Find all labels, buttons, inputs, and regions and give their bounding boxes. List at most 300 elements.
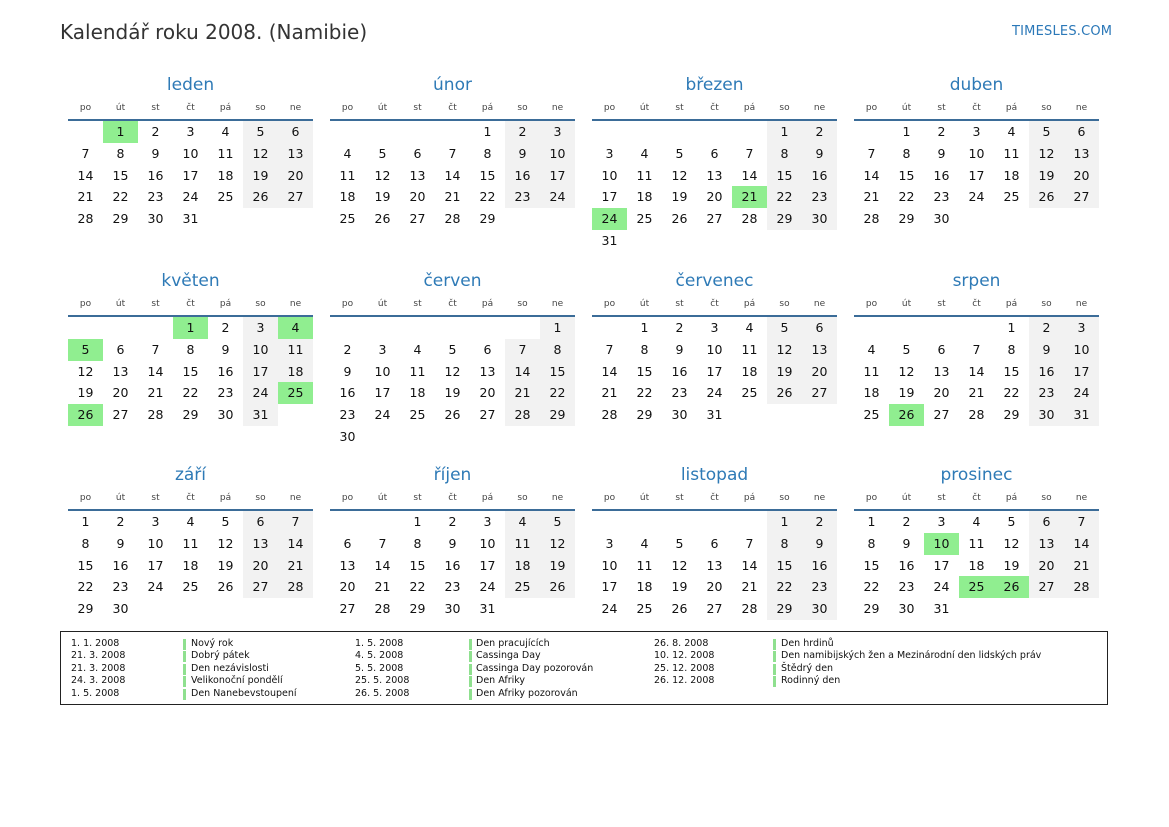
day-cell: 15 [636,363,653,379]
legend-row [654,638,1094,650]
weekday-label: st [413,103,422,113]
day-cell: 20 [339,579,356,595]
day-cell: 13 [706,167,723,183]
day-cell: 10 [601,167,618,183]
holiday-date: 21. 3. 2008 [71,650,126,662]
day-cell: 26 [671,211,688,227]
weekday-label: pá [1005,103,1018,113]
day-cell: 7 [605,341,614,357]
day-cell: 10 [479,535,496,551]
day-cell: 26 [1029,186,1064,208]
weekday-label: pá [219,493,232,503]
day-cell: 29 [898,211,915,227]
weekday-label: so [779,299,790,309]
day-cell: 13 [933,363,950,379]
day-cell: 15 [77,557,94,573]
day-cell: 10 [374,363,391,379]
weekday-label: čt [186,493,195,503]
day-cell: 1 [413,514,422,529]
holiday-name: Rodinný den [781,675,841,687]
weekday-label: čt [972,103,981,113]
day-cell: 22 [767,576,802,598]
day-cell: 15 [767,165,802,187]
day-cell: 5 [675,535,684,551]
day-cell: 11 [1003,145,1020,161]
day-cell: 27 [112,407,129,423]
holiday-day-cell: 1 [173,317,208,339]
day-cell: 12 [77,363,94,379]
day-cell: 27 [243,576,278,598]
holiday-marker [469,676,472,687]
day-cell: 1 [767,121,802,143]
weekday-label: po [79,103,92,113]
day-cell: 19 [1029,165,1064,187]
holiday-legend [60,631,1108,705]
weekday-label: st [151,493,160,503]
weekday-label: út [115,299,126,309]
weekday-label: pá [743,299,756,309]
day-cell: 5 [378,145,387,161]
day-cell: 12 [671,167,688,183]
day-cell: 3 [972,124,981,139]
weekday-label: po [341,493,354,503]
day-cell: 17 [182,167,199,183]
holiday-day-cell: 26 [68,404,103,426]
site-link[interactable]: TIMESLES.COM [1012,24,1113,39]
holiday-marker [773,639,776,650]
day-cell: 29 [77,601,94,617]
day-cell: 24 [147,579,164,595]
weekday-label: pá [481,103,494,113]
day-cell: 1 [640,320,649,335]
day-cell: 18 [741,363,758,379]
holiday-date: 25. 5. 2008 [355,675,410,687]
day-cell: 7 [1064,511,1099,533]
day-cell: 22 [767,186,802,208]
day-cell: 22 [1003,385,1020,401]
day-cell: 30 [1029,404,1064,426]
day-cell: 2 [505,121,540,143]
day-cell: 6 [710,145,719,161]
day-cell: 15 [112,167,129,183]
holiday-day-cell: 4 [278,317,313,339]
day-cell: 12 [767,339,802,361]
day-cell: 7 [151,341,160,357]
weekday-label: ne [289,493,302,503]
day-cell: 7 [81,145,90,161]
holiday-date: 1. 5. 2008 [355,638,404,649]
day-cell: 6 [483,341,492,357]
day-cell: 21 [147,385,164,401]
day-cell: 5 [243,121,278,143]
day-cell: 23 [1029,382,1064,404]
weekday-label: út [377,493,388,503]
day-cell: 23 [898,579,915,595]
weekday-label: po [341,103,354,113]
weekday-label: pá [219,103,232,113]
day-cell: 8 [540,339,575,361]
day-cell: 19 [217,557,234,573]
day-cell: 30 [444,601,461,617]
legend-column [654,638,1094,688]
holiday-marker [183,689,186,700]
day-cell: 25 [505,576,540,598]
day-cell: 21 [601,385,618,401]
weekday-label: so [255,103,266,113]
day-cell: 28 [741,211,758,227]
day-cell: 2 [937,124,946,139]
day-cell: 25 [741,385,758,401]
month-name: září [174,465,207,485]
weekday-label: po [603,299,616,309]
day-cell: 1 [1007,320,1016,335]
holiday-name: Den Afriky [476,675,526,687]
day-cell: 14 [278,533,313,555]
day-cell: 31 [1064,404,1099,426]
weekday-label: út [639,299,650,309]
day-cell: 10 [1064,339,1099,361]
day-cell: 25 [1003,189,1020,205]
day-cell: 4 [343,145,352,161]
holiday-name: Dobrý pátek [191,650,250,662]
day-cell: 13 [409,167,426,183]
day-cell: 7 [378,535,387,551]
day-cell: 5 [1029,121,1064,143]
day-cell: 6 [802,317,837,339]
day-cell: 24 [968,189,985,205]
day-cell: 19 [77,385,94,401]
day-cell: 10 [601,557,618,573]
day-cell: 6 [413,145,422,161]
day-cell: 13 [243,533,278,555]
day-cell: 31 [182,211,199,227]
day-cell: 22 [112,189,129,205]
day-cell: 8 [483,145,492,161]
day-cell: 19 [1003,557,1020,573]
day-cell: 13 [1064,143,1099,165]
day-cell: 29 [182,407,199,423]
day-cell: 30 [802,598,837,620]
day-cell: 15 [409,557,426,573]
day-cell: 7 [972,341,981,357]
day-cell: 6 [278,121,313,143]
day-cell: 17 [540,165,575,187]
day-cell: 16 [444,557,461,573]
holiday-name: Den namibijských žen a Mezinárodní den lidských práv [781,650,1042,662]
day-cell: 8 [902,145,911,161]
day-cell: 17 [968,167,985,183]
legend-row [654,675,1094,687]
weekday-label: út [115,103,126,113]
day-cell: 18 [1003,167,1020,183]
day-cell: 20 [802,361,837,383]
day-cell: 4 [745,320,754,335]
day-cell: 4 [867,341,876,357]
day-cell: 22 [77,579,94,595]
weekday-label: st [151,103,160,113]
day-cell: 21 [741,579,758,595]
day-cell: 3 [605,535,614,551]
day-cell: 23 [112,579,129,595]
day-cell: 27 [339,601,356,617]
day-cell: 2 [343,341,352,357]
day-cell: 16 [802,165,837,187]
day-cell: 19 [671,189,688,205]
weekday-label: pá [481,299,494,309]
day-cell: 20 [1029,555,1064,577]
day-cell: 14 [147,363,164,379]
weekday-label: pá [1005,299,1018,309]
day-cell: 22 [409,579,426,595]
day-cell: 16 [802,555,837,577]
day-cell: 9 [221,341,230,357]
day-cell: 12 [1029,143,1064,165]
day-cell: 15 [540,361,575,383]
day-cell: 28 [505,404,540,426]
weekday-label: út [639,493,650,503]
day-cell: 25 [217,189,234,205]
day-cell: 9 [151,145,160,161]
day-cell: 24 [933,579,950,595]
day-cell: 20 [278,165,313,187]
weekday-label: st [151,299,160,309]
weekday-label: po [865,299,878,309]
weekday-label: ne [551,493,564,503]
weekday-label: út [115,493,126,503]
day-cell: 16 [1029,361,1064,383]
weekday-label: so [255,299,266,309]
day-cell: 30 [339,429,356,444]
weekday-label: čt [972,493,981,503]
day-cell: 4 [221,124,230,139]
day-cell: 8 [413,535,422,551]
day-cell: 4 [640,145,649,161]
day-cell: 10 [706,341,723,357]
day-cell: 6 [116,341,125,357]
day-cell: 3 [540,121,575,143]
day-cell: 12 [898,363,915,379]
day-cell: 20 [409,189,426,205]
day-cell: 19 [374,189,391,205]
day-cell: 18 [217,167,234,183]
holiday-marker [469,639,472,650]
day-cell: 31 [933,601,950,617]
day-cell: 23 [147,189,164,205]
day-cell: 12 [243,143,278,165]
day-cell: 14 [741,557,758,573]
weekday-label: st [937,103,946,113]
day-cell: 26 [374,211,391,227]
day-cell: 2 [802,511,837,533]
holiday-marker [183,651,186,662]
day-cell: 27 [706,211,723,227]
month-name: červenec [675,271,754,291]
page-title: Kalendář roku 2008. (Namibie) [60,20,368,44]
weekday-label: pá [743,493,756,503]
weekday-label: so [255,493,266,503]
day-cell: 5 [221,514,230,529]
day-cell: 2 [448,514,457,529]
day-cell: 29 [1003,407,1020,423]
day-cell: 23 [217,385,234,401]
day-cell: 30 [112,601,129,617]
holiday-marker [469,651,472,662]
day-cell: 29 [636,407,653,423]
holiday-day-cell: 10 [924,533,959,555]
day-cell: 14 [444,167,461,183]
holiday-date: 5. 5. 2008 [355,662,404,674]
day-cell: 31 [243,404,278,426]
day-cell: 30 [671,407,688,423]
weekday-label: po [603,103,616,113]
day-cell: 8 [186,341,195,357]
day-cell: 9 [902,535,911,551]
day-cell: 7 [867,145,876,161]
day-cell: 27 [1064,186,1099,208]
day-cell: 23 [444,579,461,595]
day-cell: 23 [802,186,837,208]
holiday-date: 21. 3. 2008 [71,662,126,674]
holiday-day-cell: 1 [103,121,138,143]
day-cell: 30 [147,211,164,227]
day-cell: 16 [505,165,540,187]
holiday-marker [183,676,186,687]
day-cell: 17 [601,189,618,205]
day-cell: 26 [767,382,802,404]
day-cell: 14 [505,361,540,383]
day-cell: 22 [898,189,915,205]
day-cell: 7 [745,145,754,161]
day-cell: 10 [540,143,575,165]
day-cell: 28 [968,407,985,423]
day-cell: 18 [278,361,313,383]
day-cell: 19 [767,361,802,383]
day-cell: 29 [863,601,880,617]
weekday-label: so [517,493,528,503]
holiday-name: Cassinga Day pozorován [476,662,594,674]
day-cell: 3 [605,145,614,161]
day-cell: 23 [671,385,688,401]
day-cell: 11 [182,535,199,551]
day-cell: 10 [243,339,278,361]
day-cell: 13 [278,143,313,165]
holiday-day-cell: 26 [889,404,924,426]
weekday-label: čt [710,299,719,309]
weekday-label: čt [186,299,195,309]
day-cell: 6 [243,511,278,533]
day-cell: 28 [278,576,313,598]
day-cell: 21 [863,189,880,205]
day-cell: 1 [867,514,876,529]
day-cell: 27 [933,407,950,423]
weekday-label: st [675,299,684,309]
day-cell: 23 [505,186,540,208]
day-cell: 29 [479,211,496,227]
holiday-date: 24. 3. 2008 [71,675,126,687]
weekday-label: út [901,103,912,113]
day-cell: 8 [640,341,649,357]
day-cell: 18 [409,385,426,401]
day-cell: 10 [182,145,199,161]
day-cell: 13 [706,557,723,573]
holiday-day-cell: 21 [732,186,767,208]
holiday-day-cell: 25 [959,576,994,598]
day-cell: 4 [640,535,649,551]
weekday-label: út [377,103,388,113]
day-cell: 31 [479,601,496,617]
day-cell: 6 [343,535,352,551]
weekday-label: so [517,299,528,309]
day-cell: 18 [636,579,653,595]
day-cell: 2 [151,124,160,139]
month-name: březen [685,75,744,95]
day-cell: 25 [182,579,199,595]
day-cell: 5 [540,511,575,533]
day-cell: 1 [540,317,575,339]
day-cell: 28 [77,211,94,227]
day-cell: 8 [1007,341,1016,357]
month-name: listopad [680,465,749,485]
day-cell: 3 [378,341,387,357]
day-cell: 13 [1029,533,1064,555]
day-cell: 24 [706,385,723,401]
day-cell: 5 [767,317,802,339]
holiday-marker [183,639,186,650]
day-cell: 27 [479,407,496,423]
day-cell: 25 [863,407,880,423]
day-cell: 27 [706,601,723,617]
day-cell: 8 [81,535,90,551]
weekday-label: so [779,493,790,503]
day-cell: 22 [636,385,653,401]
day-cell: 18 [636,189,653,205]
holiday-date: 25. 12. 2008 [654,662,715,674]
weekday-label: st [675,103,684,113]
day-cell: 11 [636,167,653,183]
day-cell: 13 [112,363,129,379]
day-cell: 26 [217,579,234,595]
day-cell: 24 [1064,382,1099,404]
day-cell: 17 [933,557,950,573]
day-cell: 14 [374,557,391,573]
weekday-label: út [639,103,650,113]
weekday-label: po [79,493,92,503]
day-cell: 15 [898,167,915,183]
day-cell: 9 [802,533,837,555]
weekday-label: so [1041,103,1052,113]
day-cell: 31 [706,407,723,423]
day-cell: 28 [147,407,164,423]
month-name: prosinec [940,465,1013,485]
weekday-label: po [603,493,616,503]
day-cell: 26 [671,601,688,617]
day-cell: 14 [77,167,94,183]
day-cell: 3 [483,514,492,529]
weekday-label: čt [710,103,719,113]
weekday-label: út [901,493,912,503]
day-cell: 18 [505,555,540,577]
day-cell: 11 [636,557,653,573]
day-cell: 30 [217,407,234,423]
day-cell: 4 [186,514,195,529]
weekday-label: po [865,103,878,113]
day-cell: 28 [1064,576,1099,598]
day-cell: 10 [147,535,164,551]
weekday-label: čt [972,299,981,309]
day-cell: 7 [745,535,754,551]
day-cell: 19 [243,165,278,187]
holiday-marker [773,664,776,675]
